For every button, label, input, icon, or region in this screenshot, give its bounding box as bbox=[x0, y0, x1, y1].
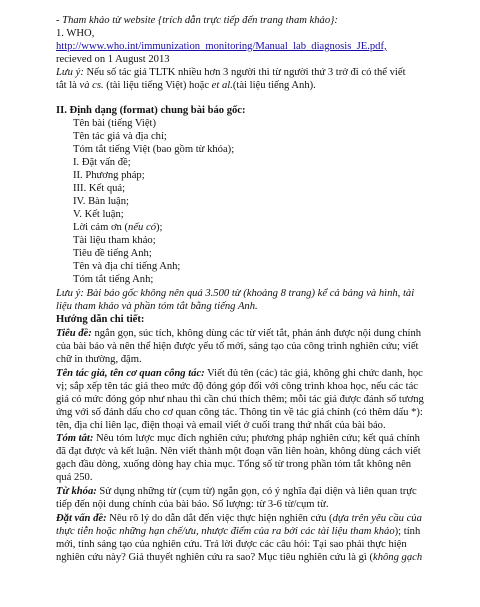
section-2-heading: II. Định dạng (format) chung bài báo gốc: bbox=[56, 105, 246, 116]
title-text: ngắn gọn, súc tích, không dùng các từ viết tắt, phản ánh được nội dung chính bbox=[91, 328, 422, 339]
guide-problem-line-3: mới, tính sáng tạo của nghiên cứu. Trả lời được các câu hỏi: Tại sao phải thực hiện bbox=[56, 539, 407, 550]
problem-text-4b: không gạch bbox=[373, 552, 423, 563]
problem-text-1b: dựa trên yêu cầu của bbox=[332, 513, 422, 524]
keyword-text: Sử dụng những từ (cụm từ) ngắn gọn, có ý nghĩa đại diện và liên quan trực bbox=[96, 486, 417, 497]
problem-text-4a: nghiên cứu này? Giả thuyết nghiên cứu ra sao? Mục tiêu nghiên cứu là gì ( bbox=[56, 552, 373, 563]
author-label: Tên tác giả, tên cơ quan công tác: bbox=[56, 368, 205, 379]
note-text-1: Nếu số tác giả TLTK nhiều hơn 3 người thì từ người thứ 3 trở đi có thể viết bbox=[83, 67, 406, 78]
guide-title-line-1 bbox=[56, 327, 421, 340]
guide-problem-line-4 bbox=[56, 551, 422, 564]
guide-author-line-3: giả có mức đóng góp như nhau thì cần chú thích thêm; mỗi tác giả được đánh số tương bbox=[56, 394, 424, 405]
format-item: I. Đặt vấn đề; bbox=[73, 157, 131, 168]
guide-title-line-3: chữ in thường, đậm. bbox=[56, 354, 142, 365]
format-item: Tiêu đề tiếng Anh; bbox=[73, 248, 152, 259]
format-item-thanks bbox=[73, 221, 162, 234]
format-item: IV. Bàn luận; bbox=[73, 196, 130, 207]
problem-text-2b: ); tính bbox=[394, 526, 421, 537]
problem-text-2a: thực tiễn hoặc những hạn chế/ưu, nhược điểm của ra bởi các tài liệu tham khảo bbox=[56, 526, 395, 537]
format-item: II. Phương pháp; bbox=[73, 170, 145, 181]
guide-summary-line-2: đã đạt được và kết luận. Nên viết thành một đoạn văn liên hoàn, không dùng cách viết bbox=[56, 446, 421, 457]
summary-label: Tóm tắt: bbox=[56, 433, 94, 444]
guide-keyword-line-2: tiếp đến nội dung chính của bài báo. Số lượng: từ 3-6 từ/cụm từ. bbox=[56, 499, 329, 510]
thanks-text-b: nếu có bbox=[128, 222, 156, 233]
format-item: Tên bài (tiếng Việt) bbox=[73, 118, 157, 129]
format-note-line-2: liệu tham khảo và phần tóm tắt bằng tiếng Anh. bbox=[56, 301, 258, 312]
summary-text: Nêu tóm lược mục đích nghiên cứu; phương pháp nghiên cứu; kết quả chính bbox=[93, 433, 420, 444]
format-item: Tài liệu tham khảo; bbox=[73, 235, 156, 246]
keyword-label: Từ khóa: bbox=[56, 486, 97, 497]
reference-received: recieved on 1 August 2013 bbox=[56, 54, 170, 65]
format-note-line-1: Lưu ý: Bài báo gốc không nên quá 3.500 từ (khoảng 8 trang) kể cả bảng và hình, tài bbox=[56, 288, 415, 299]
problem-label: Đặt vấn đề: bbox=[56, 513, 107, 524]
reference-note-line-2 bbox=[56, 79, 316, 92]
reference-item: 1. WHO, bbox=[56, 28, 95, 39]
format-item: V. Kết luận; bbox=[73, 209, 124, 220]
guide-title-line-2: của bài báo và nên thể hiện được yếu tố mới, sáng tạo của công trình nghiên cứu; viết bbox=[56, 341, 419, 352]
format-item: Tóm tắt tiếng Anh; bbox=[73, 274, 154, 285]
format-item: Tên và địa chỉ tiếng Anh; bbox=[73, 261, 181, 272]
format-item: III. Kết quả; bbox=[73, 183, 126, 194]
author-text: Viết đủ tên (các) tác giả, không ghi chức danh, học bbox=[204, 368, 423, 379]
guide-problem-line-1 bbox=[56, 512, 422, 525]
guide-summary-line-4: quá 250. bbox=[56, 472, 93, 483]
thanks-text-c: ); bbox=[156, 222, 163, 233]
guide-problem-line-2 bbox=[56, 525, 420, 538]
guide-keyword-line-1 bbox=[56, 485, 417, 498]
format-item: Tên tác giả và địa chỉ; bbox=[73, 131, 167, 142]
thanks-text-a: Lời cảm ơn ( bbox=[73, 222, 129, 233]
note-text-2c: (tài liệu tiếng Anh). bbox=[232, 80, 316, 91]
reference-intro: - Tham khảo từ website {trích dẫn trực tiếp đến trang tham khảo}: bbox=[56, 15, 338, 26]
guide-summary-line-3: gạch đầu dòng, xuống dòng hay chia mục. Tổng số từ trong phần tóm tắt không nên bbox=[56, 459, 412, 470]
reference-note-line-1 bbox=[56, 66, 406, 79]
guide-author-line-4: ứng với số đánh dấu cho cơ quan công tác. Thông tin về tác giả chính (có thêm dấu *): bbox=[56, 407, 423, 418]
note-text-2b: (tài liệu tiếng Việt) hoặc bbox=[103, 80, 212, 91]
guide-author-line-5: tên, địa chỉ liên lạc, điện thoại và email viết ở cuối trang thứ nhất của bài báo. bbox=[56, 420, 386, 431]
guide-heading: Hướng dẫn chi tiết: bbox=[56, 314, 145, 325]
note-text-2a: tắt là bbox=[56, 80, 80, 91]
note-text-etal: et al. bbox=[211, 80, 233, 91]
reference-url-line bbox=[56, 40, 387, 53]
title-label: Tiêu đề: bbox=[56, 328, 92, 339]
problem-text-1a: Nêu rõ lý do dẫn dắt đến việc thực hiện nghiên cứu ( bbox=[106, 513, 333, 524]
reference-url-link[interactable]: http://www.who.int/immunization_monitoring/Manual_lab_diagnosis_JE.pdf, bbox=[56, 41, 387, 52]
guide-author-line-1 bbox=[56, 367, 423, 380]
guide-summary-line-1 bbox=[56, 432, 420, 445]
format-item: Tóm tắt tiếng Việt (bao gồm từ khóa); bbox=[73, 144, 235, 155]
note-label: Lưu ý: bbox=[56, 67, 84, 78]
guide-author-line-2: vị; sắp xếp tên tác giả theo mức độ đóng góp đối với công trình khoa học, nếu các tác bbox=[56, 381, 419, 392]
note-text-cs: và cs. bbox=[79, 80, 104, 91]
